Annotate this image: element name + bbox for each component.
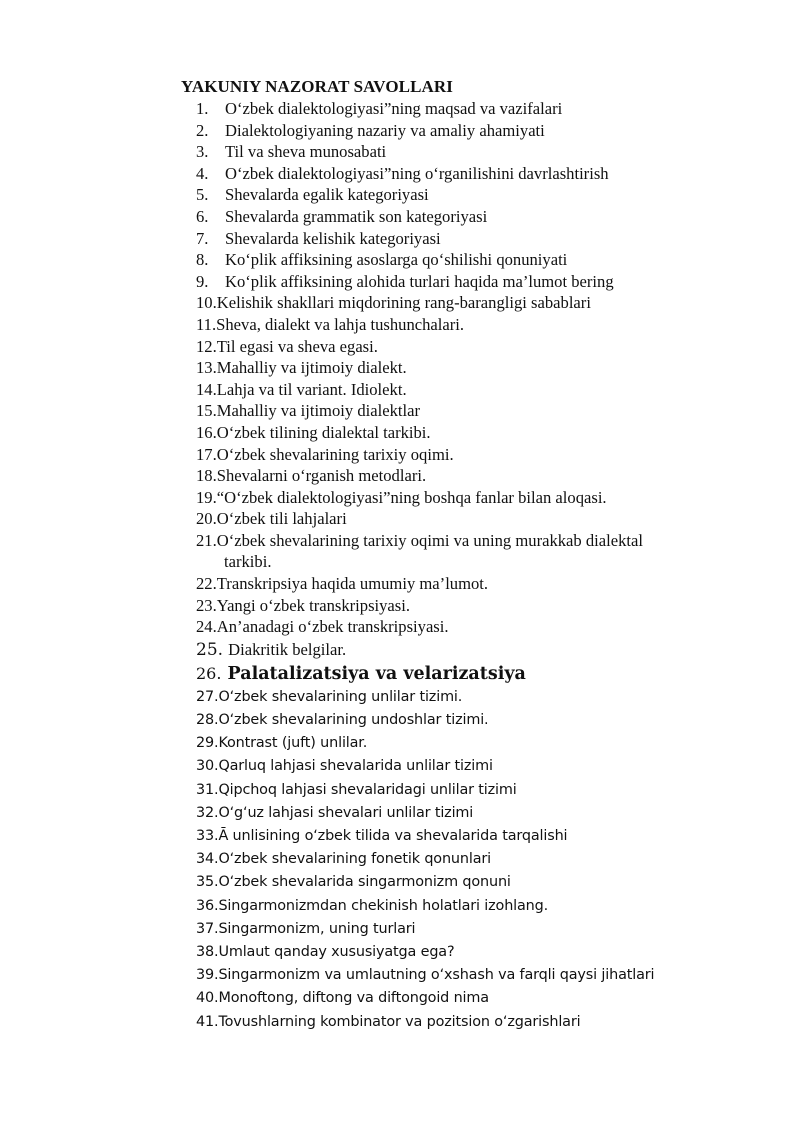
item-number: 36. (196, 897, 219, 914)
item-text: Ko‘plik affiksining asoslarga qo‘shilishi qonuniyati (225, 250, 568, 270)
list-item (196, 573, 756, 595)
item-number: 5. (196, 185, 209, 205)
item-number: 17. (196, 444, 217, 464)
list-item (196, 249, 756, 271)
item-text: Ā unlisining o‘zbek tilida va shevalarida tarqalishi (218, 828, 568, 845)
list-item (196, 98, 756, 120)
item-number: 33. (196, 828, 219, 845)
item-text: O‘zbek shevalarining undoshlar tizimi. (218, 712, 489, 729)
list-item (196, 895, 756, 918)
item-number: 41. (196, 1013, 219, 1030)
list-item (196, 120, 756, 142)
item-text: O‘g‘uz lahjasi shevalari unlilar tizimi (218, 804, 474, 821)
list-item (196, 530, 756, 573)
list-item (196, 964, 756, 987)
item-text: O‘zbek tili lahjalari (216, 509, 347, 529)
list-item (196, 662, 756, 686)
item-number: 20. (196, 509, 217, 529)
item-number: 7. (196, 228, 209, 248)
item-number: 37. (196, 920, 219, 937)
item-text: Shevalarda kelishik kategoriyasi (225, 228, 441, 248)
list-item (196, 163, 756, 185)
item-number: 19. (196, 487, 217, 507)
item-text: O‘zbek shevalarining fonetik qonunlari (218, 851, 492, 868)
item-number: 9. (196, 271, 209, 291)
item-text: Ko‘plik affiksining alohida turlari haqida ma’lumot bering (225, 271, 614, 291)
list-item (196, 709, 756, 732)
list-item (196, 379, 756, 401)
item-number: 29. (196, 735, 219, 752)
item-number: 18. (196, 466, 217, 486)
list-item (196, 271, 756, 293)
item-number: 30. (196, 758, 219, 775)
list-item (196, 141, 756, 163)
list-item (196, 987, 756, 1010)
item-text: Monoftong, diftong va diftongoid nima (218, 990, 489, 1007)
item-number: 12. (196, 336, 217, 356)
item-text: Kontrast (juft) unlilar. (218, 735, 368, 752)
item-text: O‘zbek shevalarining unlilar tizimi. (218, 688, 463, 705)
item-number: 40. (196, 990, 219, 1007)
list-item (196, 336, 756, 358)
list-item (196, 206, 756, 228)
list-item (196, 292, 756, 314)
item-number: 35. (196, 874, 219, 891)
item-number: 38. (196, 944, 219, 961)
question-list (196, 98, 756, 1034)
item-text: O‘zbek shevalarining tarixiy oqimi. (216, 444, 454, 464)
item-text: O‘zbek dialektologiyasi”ning maqsad va vazifalari (225, 99, 563, 118)
item-text: Til egasi va sheva egasi. (216, 336, 378, 356)
item-text: Dialektologiyaning nazariy va amaliy ahamiyati (225, 120, 545, 140)
item-text: Tovushlarning kombinator va pozitsion o‘zgarishlari (218, 1013, 581, 1030)
item-number: 26. (196, 663, 222, 683)
item-text: Singarmonizmdan chekinish holatlari izohlang. (218, 897, 549, 914)
list-item (196, 848, 756, 871)
item-text: Transkripsiya haqida umumiy ma’lumot. (216, 574, 489, 594)
item-number: 39. (196, 967, 219, 984)
item-number: 32. (196, 804, 219, 821)
item-number: 28. (196, 712, 219, 729)
list-item (196, 825, 756, 848)
item-text: Qipchoq lahjasi shevalaridagi unlilar tizimi (218, 781, 517, 798)
list-item (196, 444, 756, 466)
item-number: 21. (196, 530, 217, 550)
item-text: Qarluq lahjasi shevalarida unlilar tizimi (218, 758, 493, 775)
item-number: 23. (196, 595, 217, 615)
list-item (196, 802, 756, 825)
item-text: Lahja va til variant. Idiolekt. (216, 379, 407, 399)
item-number: 16. (196, 422, 217, 442)
list-item (196, 755, 756, 778)
item-number: 6. (196, 206, 209, 226)
item-text: “O‘zbek dialektologiyasi”ning boshqa fanlar bilan aloqasi. (216, 487, 607, 507)
item-number: 13. (196, 358, 217, 378)
item-text: Diakritik belgilar. (228, 639, 347, 659)
item-number: 27. (196, 688, 219, 705)
item-text: Palatalizatsiya va velarizatsiya (227, 663, 526, 684)
item-number: 25. (196, 639, 224, 660)
list-item (196, 228, 756, 250)
item-text: Sheva, dialekt va lahja tushunchalari. (216, 314, 465, 334)
item-number: 4. (196, 163, 209, 183)
list-item (196, 1011, 756, 1034)
item-number: 24. (196, 617, 217, 637)
list-item (196, 487, 756, 509)
item-text: O‘zbek dialektologiyasi”ning o‘rganilishini davrlashtirish (225, 163, 609, 183)
item-number: 14. (196, 379, 217, 399)
item-text-continuation: tarkibi. (224, 552, 272, 572)
item-number: 11. (196, 314, 217, 334)
list-item (196, 941, 756, 964)
item-text: Shevalarni o‘rganish metodlari. (216, 466, 427, 486)
item-number: 10. (196, 293, 217, 313)
list-item (196, 357, 756, 379)
page-title: YAKUNIY NAZORAT SAVOLLARI (181, 77, 454, 96)
item-text: Kelishik shakllari miqdorining rang-barangligi sabablari (216, 293, 591, 313)
item-text: Mahalliy va ijtimoiy dialekt. (216, 358, 407, 378)
list-item (196, 779, 756, 802)
item-text: Umlaut qanday xususiyatga ega? (218, 944, 455, 961)
item-text: Shevalarda grammatik son kategoriyasi (225, 206, 488, 226)
list-item (196, 184, 756, 206)
list-item (196, 465, 756, 487)
item-number: 2. (196, 120, 209, 140)
list-item (196, 686, 756, 709)
list-item (196, 508, 756, 530)
item-number: 22. (196, 574, 217, 594)
item-text: Singarmonizm va umlautning o‘xshash va farqli qaysi jihatlari (218, 967, 655, 984)
item-number: 31. (196, 781, 219, 798)
list-item (196, 638, 756, 662)
item-number: 1. (196, 99, 209, 118)
item-number: 8. (196, 250, 209, 270)
item-number: 34. (196, 851, 219, 868)
list-item (196, 616, 756, 638)
list-item (196, 595, 756, 617)
item-text: Til va sheva munosabati (225, 142, 387, 162)
item-text: Singarmonizm, uning turlari (218, 920, 416, 937)
item-text: O‘zbek tilining dialektal tarkibi. (216, 422, 431, 442)
item-text: Mahalliy va ijtimoiy dialektlar (216, 401, 420, 421)
list-item (196, 422, 756, 444)
item-text: Shevalarda egalik kategoriyasi (225, 185, 429, 205)
list-item (196, 314, 756, 336)
list-item (196, 732, 756, 755)
item-text: An’anadagi o‘zbek transkripsiyasi. (216, 617, 449, 637)
item-text: Yangi o‘zbek transkripsiyasi. (216, 595, 411, 615)
item-number: 15. (196, 401, 217, 421)
item-text: O‘zbek shevalarida singarmonizm qonuni (218, 874, 511, 891)
list-item (196, 400, 756, 422)
item-text: O‘zbek shevalarining tarixiy oqimi va uning murakkab dialektal (216, 530, 643, 550)
list-item (196, 918, 756, 941)
item-number: 3. (196, 142, 209, 162)
list-item (196, 871, 756, 894)
